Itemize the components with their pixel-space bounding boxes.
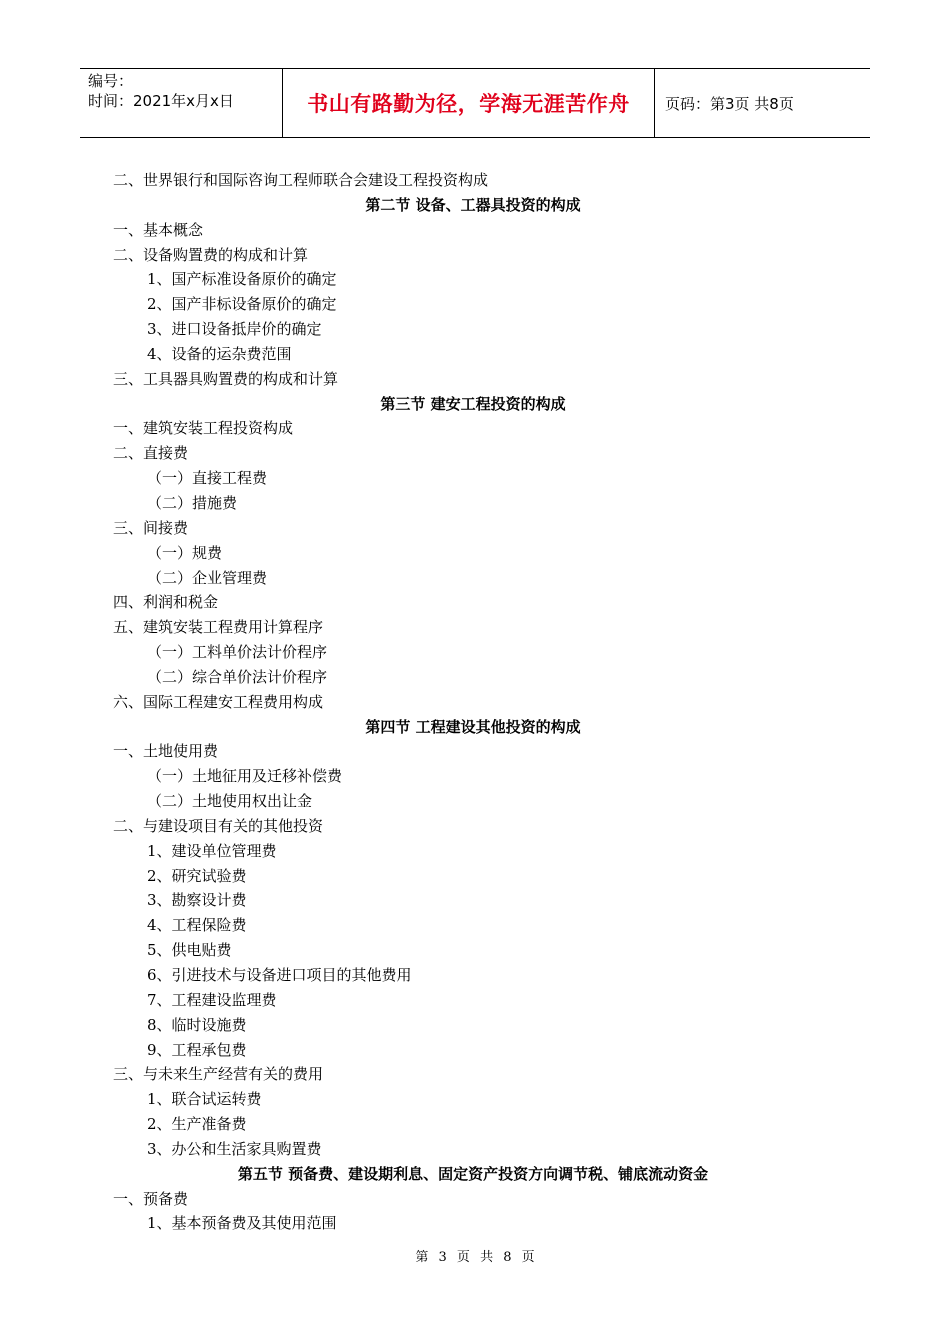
header-page-cell: [655, 69, 870, 137]
footer-text: 页: [456, 1250, 470, 1265]
outline-subitem: 1、基本预备费及其使用范围: [147, 1214, 337, 1233]
document-time-label: 时间：2021年x月x日: [88, 92, 234, 110]
outline-subitem: 3、进口设备抵岸价的确定: [147, 320, 322, 339]
outline-subitem: 9、工程承包费: [147, 1040, 247, 1059]
outline-subitem: 3、办公和生活家具购置费: [147, 1139, 322, 1158]
outline-item: 三、间接费: [113, 518, 189, 537]
outline-subitem: （一）工料单价法计价程序: [147, 643, 328, 662]
outline-item: 二、直接费: [113, 444, 189, 463]
outline-item: 四、利润和税金: [113, 593, 219, 612]
outline-subitem: 1、联合试运转费: [147, 1090, 262, 1109]
outline-subitem: 8、临时设施费: [147, 1015, 247, 1034]
outline-subitem: （二）土地使用权出让金: [147, 792, 313, 811]
section-heading: 第三节 建安工程投资的构成: [380, 394, 566, 413]
outline-subitem: 4、工程保险费: [147, 916, 247, 935]
document-number-label: 编号：: [88, 72, 134, 90]
outline-item: 一、预备费: [113, 1189, 189, 1208]
outline-item: 一、土地使用费: [113, 742, 219, 761]
footer-current-page: 3: [438, 1250, 447, 1265]
section-heading: 第五节 预备费、建设期利息、固定资产投资方向调节税、铺底流动资金: [237, 1164, 709, 1183]
outline-item: 一、建筑安装工程投资构成: [113, 419, 294, 438]
outline-subitem: 2、研究试验费: [147, 866, 247, 885]
outline-subitem: 1、建设单位管理费: [147, 841, 277, 860]
header-motto-cell: [282, 69, 655, 137]
footer-total-pages: 8: [503, 1250, 512, 1265]
outline-item: 一、基本概念: [113, 220, 204, 239]
footer-text: 共: [480, 1250, 494, 1265]
outline-subitem: 6、引进技术与设备进口项目的其他费用: [147, 966, 412, 984]
outline-subitem: （一）土地征用及迁移补偿费: [147, 767, 343, 786]
outline-subitem: 7、工程建设监理费: [147, 990, 277, 1009]
page-footer: [0, 1246, 950, 1265]
outline-subitem: （一）规费: [147, 543, 223, 562]
outline-item: 二、设备购置费的构成和计算: [113, 245, 309, 264]
header-motto: 书山有路勤为径，学海无涯苦作舟: [307, 92, 630, 116]
outline-item: 五、建筑安装工程费用计算程序: [113, 618, 324, 637]
outline-item: 二、与建设项目有关的其他投资: [113, 816, 324, 835]
outline-item: 三、工具器具购置费的构成和计算: [113, 369, 339, 388]
section-heading: 第二节 设备、工器具投资的构成: [365, 195, 581, 214]
outline-subitem: 3、勘察设计费: [147, 891, 247, 910]
section-heading: 第四节 工程建设其他投资的构成: [365, 717, 581, 736]
outline-subitem: （二）综合单价法计价程序: [147, 667, 328, 686]
outline-subitem: （一）直接工程费: [147, 469, 268, 488]
document-body: [113, 168, 843, 1236]
footer-text: 第: [415, 1250, 429, 1265]
header-page-label: 页码：第3页 共8页: [665, 94, 794, 113]
outline-subitem: 2、国产非标设备原价的确定: [147, 295, 337, 314]
header-table: [80, 68, 870, 138]
outline-item: 六、国际工程建安工程费用构成: [113, 692, 324, 711]
outline-subitem: 5、供电贴费: [147, 941, 232, 960]
outline-subitem: 1、国产标准设备原价的确定: [147, 270, 337, 289]
outline-item: 三、与未来生产经营有关的费用: [113, 1065, 324, 1084]
outline-subitem: 2、生产准备费: [147, 1115, 247, 1134]
outline-item: 二、世界银行和国际咨询工程师联合会建设工程投资构成: [113, 171, 489, 189]
outline-subitem: （二）措施费: [147, 493, 238, 512]
header-info-cell: [80, 69, 282, 137]
outline-subitem: 4、设备的运杂费范围: [147, 344, 292, 363]
footer-text: 页: [521, 1250, 535, 1265]
outline-subitem: （二）企业管理费: [147, 568, 268, 587]
